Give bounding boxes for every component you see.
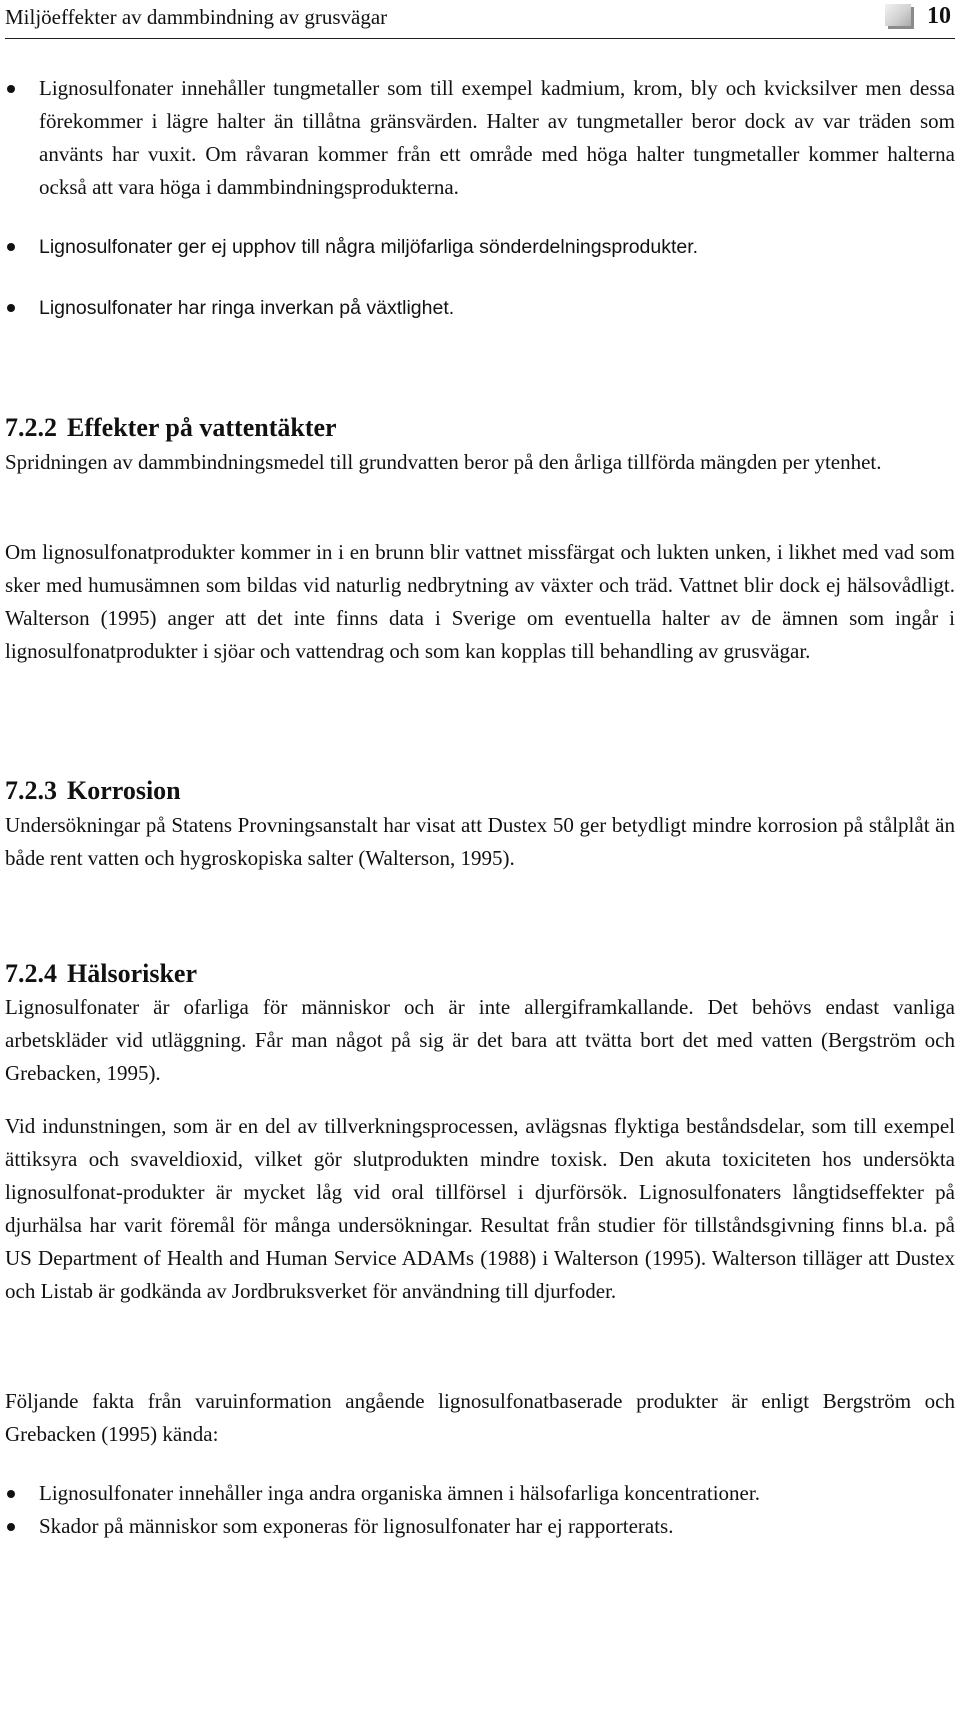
section-heading-7-2-2 <box>5 412 337 444</box>
section-title: Effekter på vattentäkter <box>67 413 337 442</box>
section-heading-7-2-4 <box>5 958 197 990</box>
bullet-icon <box>7 304 15 312</box>
list-item-text: Skador på människor som exponeras för lignosulfonater har ej rapporterats. <box>39 1514 674 1538</box>
paragraph: Lignosulfonater är ofarliga för människor och är inte allergiframkallande. Det behövs endast vanliga arbetskläder vid utläggning. Får man något på sig är det bara att tvätta bort det med vatten (Bergström och Grebacken, 1995). <box>5 995 955 1085</box>
section-number: 7.2.3 <box>5 776 57 805</box>
list-item-text: Lignosulfonater innehåller inga andra organiska ämnen i hälsofarliga koncentrationer. <box>39 1481 760 1505</box>
bullet-icon <box>7 243 15 251</box>
list-item <box>5 1510 955 1543</box>
page-header <box>5 0 955 39</box>
section-heading-7-2-3 <box>5 775 181 807</box>
list-item <box>5 230 955 264</box>
document-page <box>5 0 955 1538</box>
list-item-text: Lignosulfonater har ringa inverkan på växtlighet. <box>39 297 455 319</box>
section-title: Hälsorisker <box>67 959 197 988</box>
paragraph: Följande fakta från varuinformation angående lignosulfonatbaserade produkter är enligt Bergström och Grebacken (1995) kända: <box>5 1389 955 1446</box>
paragraph: Vid indunstningen, som är en del av tillverkningsprocessen, avlägsnas flyktiga beståndsdelar, som till exempel ättiksyra och svaveldioxid, vilket gör slutprodukten mindre toxisk. Den akuta toxiciteten hos undersökta lignosulfonat-produkter är mycket låg vid oral tillförsel i djurförsök. Lignosulfonaters långtidseffekter på djurhälsa har varit föremål för många undersökningar. Resultat från studier för tillståndsgivning finns bl.a. på US Department of Health and Human Service ADAMs (1988) i Walterson (1995). Walterson tilläger att Dustex och Listab är godkända av Jordbruksverket för användning till djurfoder. <box>5 1114 955 1303</box>
paragraph: Om lignosulfonatprodukter kommer in i en brunn blir vattnet missfärgat och lukten unken, i likhet med vad som sker med humusämnen som bildas vid naturlig nedbrytning av växter och träd. Vattnet blir dock ej hälsovådligt. Walterson (1995) anger att det inte finns data i Sverige om eventuella halter av de ämnen som ingår i lignosulfonatprodukter i sjöar och vattendrag och som kan kopplas till behandling av grusvägar. <box>5 540 955 663</box>
paragraph: Undersökningar på Statens Provningsanstalt har visat att Dustex 50 ger betydligt mindre korrosion på stålplåt än både rent vatten och hygroskopiska salter (Walterson, 1995). <box>5 813 955 870</box>
bullet-list-bottom <box>5 1477 955 1543</box>
list-item <box>5 72 955 204</box>
header-box-icon <box>885 4 911 26</box>
list-item-text: Lignosulfonater innehåller tungmetaller som till exempel kadmium, krom, bly och kvicksilver men dessa förekommer i lägre halter än tillåtna gränsvärden. Halter av tungmetaller beror dock av var träden som använts har vuxit. Om råvaran kommer från ett område med höga halter tungmetaller kommer halterna också att vara höga i dammbindningsprodukterna. <box>39 76 955 199</box>
running-title: Miljöeffekter av dammbindning av grusvägar <box>5 5 388 29</box>
bullet-icon <box>7 1490 15 1498</box>
section-number: 7.2.2 <box>5 413 57 442</box>
bullet-icon <box>7 85 15 93</box>
paragraph: Spridningen av dammbindningsmedel till grundvatten beror på den årliga tillförda mängden per ytenhet. <box>5 450 882 474</box>
list-item-text: Lignosulfonater ger ej upphov till några miljöfarliga sönderdelningsprodukter. <box>39 236 699 258</box>
section-title: Korrosion <box>67 776 181 805</box>
section-number: 7.2.4 <box>5 959 57 988</box>
bullet-icon <box>7 1523 15 1531</box>
bullet-list-top <box>5 72 955 325</box>
list-item <box>5 291 955 325</box>
list-item <box>5 1477 955 1510</box>
page-number: 10 <box>927 3 951 29</box>
